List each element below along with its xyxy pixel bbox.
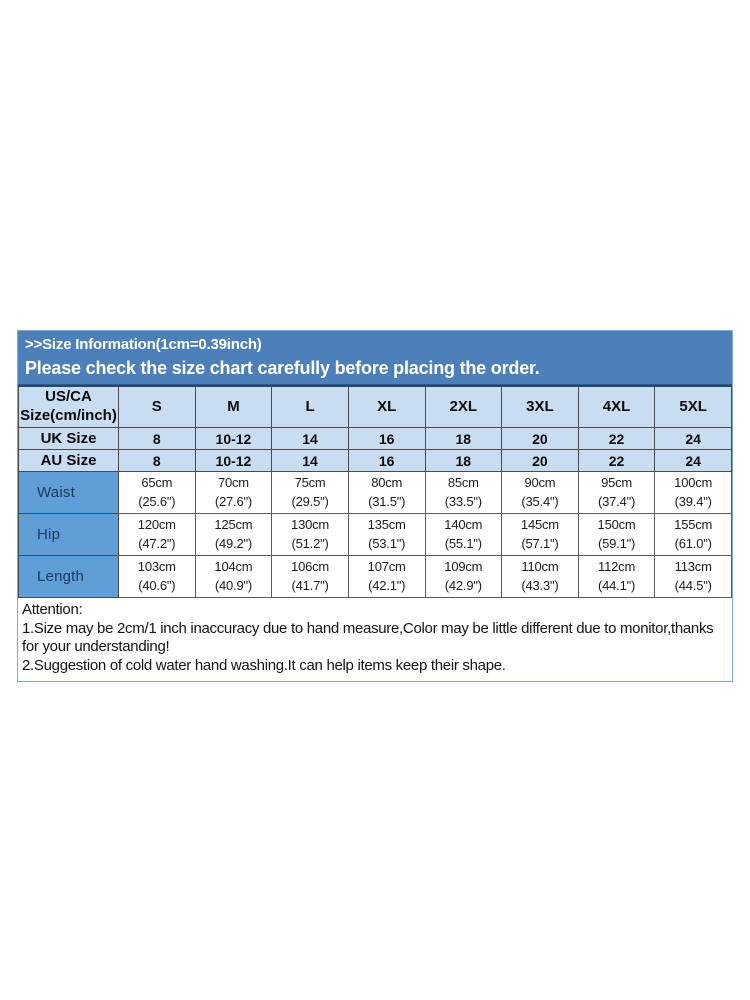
measure-inch: (42.9") <box>444 577 482 593</box>
attention-note-1: 1.Size may be 2cm/1 inch inaccuracy due to hand measure,Color may be little different due to monitor,thanks for your understanding! <box>22 619 714 655</box>
au-size-label: AU Size <box>19 450 119 472</box>
waist-cell <box>502 472 579 514</box>
waist-cell <box>195 472 272 514</box>
size-header-cell: 3XL <box>502 386 579 428</box>
measure-inch: (44.1") <box>597 577 636 593</box>
length-cell <box>348 556 425 598</box>
measure-cm: 103cm <box>137 558 176 574</box>
au-size-cell: 22 <box>578 450 655 472</box>
uk-size-cell: 10-12 <box>195 428 272 450</box>
hip-cell <box>272 514 349 556</box>
measure-inch: (42.1") <box>368 577 406 593</box>
uk-size-cell: 18 <box>425 428 502 450</box>
size-header-cell: S <box>119 386 196 428</box>
hip-cell <box>578 514 655 556</box>
length-label: Length <box>19 556 119 598</box>
measure-inch: (55.1") <box>444 535 482 551</box>
length-row <box>19 556 732 598</box>
measure-cm: 104cm <box>214 558 253 574</box>
measure-inch: (57.1") <box>521 535 559 551</box>
corner-header-line1: US/CA <box>45 388 92 406</box>
size-table <box>18 385 732 598</box>
size-header-cell: L <box>272 386 349 428</box>
length-cell <box>272 556 349 598</box>
measure-inch: (59.1") <box>597 535 636 551</box>
hip-cell <box>502 514 579 556</box>
measure-inch: (53.1") <box>368 535 406 551</box>
hip-cell <box>195 514 272 556</box>
measure-inch: (25.6") <box>138 493 176 509</box>
au-size-cell: 24 <box>655 450 732 472</box>
measure-inch: (43.3") <box>521 577 559 593</box>
size-info-title: >>Size Information(1cm=0.39inch) <box>25 336 262 353</box>
measure-cm: 130cm <box>291 516 330 532</box>
measure-cm: 150cm <box>597 516 636 532</box>
uk-size-row <box>19 428 732 450</box>
attention-note-2: 2.Suggestion of cold water hand washing.It can help items keep their shape. <box>22 656 506 674</box>
waist-cell <box>272 472 349 514</box>
attention-notes <box>18 598 732 681</box>
length-cell <box>655 556 732 598</box>
size-table-header-row <box>19 386 732 428</box>
measure-cm: 95cm <box>601 474 633 490</box>
measure-inch: (27.6") <box>214 493 253 509</box>
measure-inch: (41.7") <box>291 577 329 593</box>
au-size-cell: 20 <box>502 450 579 472</box>
measure-inch: (40.6") <box>138 577 176 593</box>
measure-cm: 112cm <box>598 558 636 574</box>
uk-size-cell: 16 <box>348 428 425 450</box>
au-size-cell: 8 <box>119 450 196 472</box>
size-information-block <box>17 330 733 682</box>
hip-cell <box>348 514 425 556</box>
uk-size-label: UK Size <box>19 428 119 450</box>
waist-cell <box>119 472 196 514</box>
measure-cm: 90cm <box>524 474 556 490</box>
uk-size-cell: 14 <box>272 428 349 450</box>
length-cell <box>578 556 655 598</box>
measure-inch: (31.5") <box>368 493 406 509</box>
uk-size-cell: 22 <box>578 428 655 450</box>
au-size-cell: 14 <box>272 450 349 472</box>
measure-cm: 107cm <box>367 558 406 574</box>
measure-inch: (29.5") <box>291 493 329 509</box>
waist-cell <box>348 472 425 514</box>
measure-inch: (33.5") <box>444 493 482 509</box>
waist-cell <box>425 472 502 514</box>
size-header-cell: 2XL <box>425 386 502 428</box>
measure-inch: (39.4") <box>674 493 712 509</box>
measure-inch: (40.9") <box>214 577 253 593</box>
size-header-cell: M <box>195 386 272 428</box>
hip-row <box>19 514 732 556</box>
measure-cm: 125cm <box>214 516 253 532</box>
uk-size-cell: 8 <box>119 428 196 450</box>
hip-cell <box>425 514 502 556</box>
measure-cm: 70cm <box>217 474 249 490</box>
attention-title: Attention: <box>22 601 83 618</box>
corner-header-line2: Size(cm/inch) <box>20 407 117 424</box>
waist-label: Waist <box>19 472 119 514</box>
corner-header-cell <box>19 386 119 428</box>
hip-label: Hip <box>19 514 119 556</box>
measure-inch: (51.2") <box>291 535 329 551</box>
measure-inch: (44.5") <box>674 577 712 593</box>
measure-cm: 113cm <box>674 558 712 574</box>
measure-cm: 100cm <box>674 474 713 490</box>
measure-cm: 80cm <box>371 474 403 490</box>
au-size-row <box>19 450 732 472</box>
size-info-header-band <box>18 331 732 385</box>
measure-cm: 140cm <box>444 516 483 532</box>
size-info-subtitle: Please check the size chart carefully before placing the order. <box>25 358 540 378</box>
size-header-cell: XL <box>348 386 425 428</box>
waist-cell <box>578 472 655 514</box>
au-size-cell: 10-12 <box>195 450 272 472</box>
measure-cm: 109cm <box>444 558 483 574</box>
measure-cm: 106cm <box>291 558 330 574</box>
measure-cm: 85cm <box>447 474 479 490</box>
size-header-cell: 5XL <box>655 386 732 428</box>
measure-inch: (47.2") <box>138 535 176 551</box>
waist-row <box>19 472 732 514</box>
uk-size-cell: 24 <box>655 428 732 450</box>
uk-size-cell: 20 <box>502 428 579 450</box>
measure-cm: 120cm <box>137 516 176 532</box>
measure-cm: 155cm <box>674 516 713 532</box>
au-size-cell: 16 <box>348 450 425 472</box>
measure-inch: (37.4") <box>597 493 636 509</box>
measure-inch: (35.4") <box>521 493 559 509</box>
measure-cm: 65cm <box>141 474 173 490</box>
hip-cell <box>655 514 732 556</box>
measure-cm: 110cm <box>521 558 559 574</box>
hip-cell <box>119 514 196 556</box>
length-cell <box>195 556 272 598</box>
measure-cm: 135cm <box>367 516 406 532</box>
measure-cm: 145cm <box>520 516 559 532</box>
length-cell <box>119 556 196 598</box>
length-cell <box>425 556 502 598</box>
size-header-cell: 4XL <box>578 386 655 428</box>
waist-cell <box>655 472 732 514</box>
measure-inch: (49.2") <box>214 535 253 551</box>
au-size-cell: 18 <box>425 450 502 472</box>
measure-inch: (61.0") <box>674 535 712 551</box>
length-cell <box>502 556 579 598</box>
measure-cm: 75cm <box>294 474 326 490</box>
